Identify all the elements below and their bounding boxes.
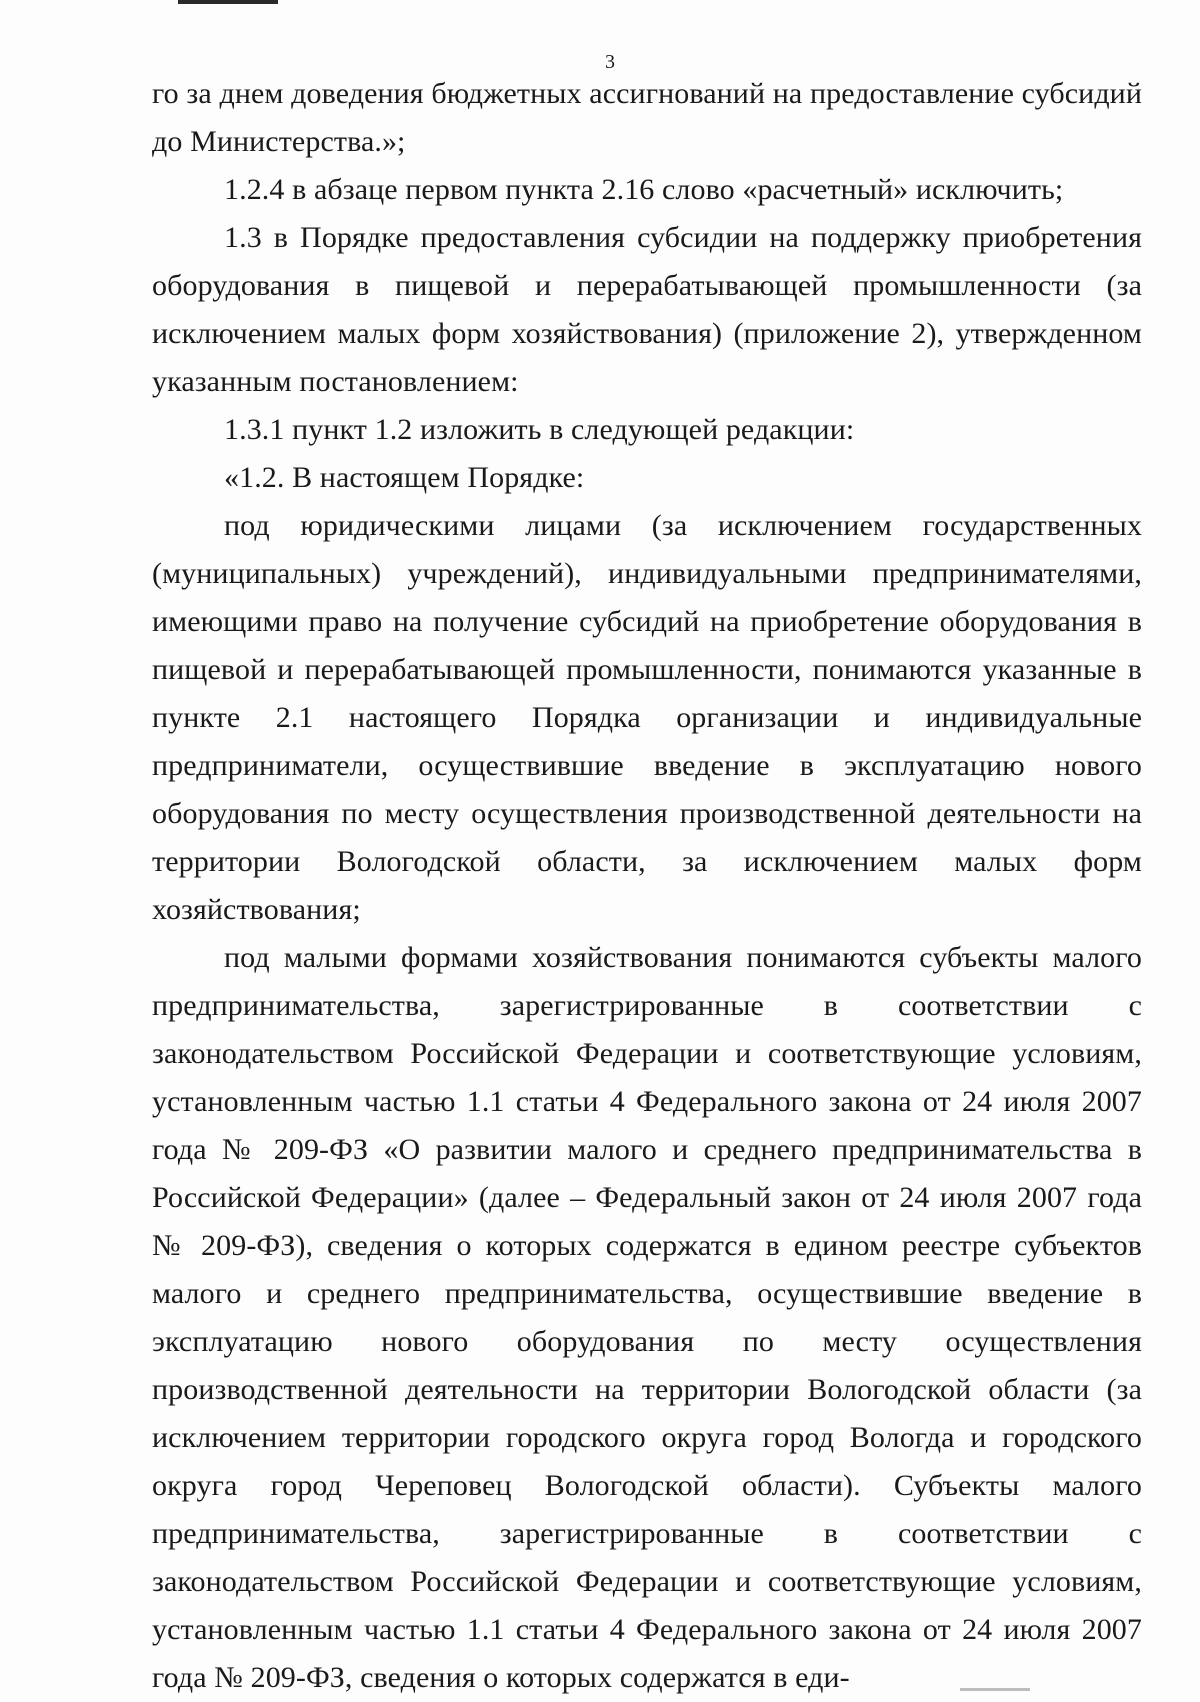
paragraph-1-3-1: 1.3.1 пункт 1.2 изложить в следующей редакции: — [224, 413, 855, 446]
page-number: 3 — [605, 51, 615, 73]
paragraph-small-business-definition: под малыми формами хозяйствования понимаются субъекты малого предпринимательства, зарегистрированные в соответствии с законодательством Российской Федерации и соответствующие условиям, установленным частью 1.1 статьи 4 Федерального закона от 24 июля 2007 года № 209-ФЗ «О развитии малого и среднего предпринимательства в Российской Федерации» (далее – Федеральный закон от 24 июля 2007 года № 209-ФЗ), сведения о которых содержатся в едином реестре субъектов малого и среднего предпринимательства, осуществившие введение в эксплуатацию нового оборудования по месту осуществления производственной деятельности на территории Вологодской области (за исключением территории городского округа город Вологда и городского округа город Череповец Вологодской области). Субъекты малого предпринимательства, зарегистрированные в соответствии с законодательством Российской Федерации и соответствующие условиям, установленным частью 1.1 статьи 4 Федерального закона от 24 июля 2007 года № 209-ФЗ, сведения о которых содержатся в еди- — [152, 941, 1142, 1694]
paragraph-1-2-quote: «1.2. В настоящем Порядке: — [224, 461, 585, 494]
paragraph-1-3: 1.3 в Порядке предоставления субсидии на поддержку приобретения оборудования в пищевой и перерабатывающей промышленности (за исключением малых форм хозяйствования) (приложение 2), утвержденном указанным постановлением: — [152, 221, 1142, 398]
paragraph-1-2-4: 1.2.4 в абзаце первом пункта 2.16 слово «расчетный» исключить; — [224, 173, 1064, 206]
paragraph-legal-entities-definition: под юридическими лицами (за исключением государственных (муниципальных) учреждений), индивидуальными предпринимателями, имеющими право на получение субсидий на приобретение оборудования в пищевой и перерабатывающей промышленности, понимаются указанные в пункте 2.1 настоящего Порядка организации и индивидуальные предприниматели, осуществившие введение в эксплуатацию нового оборудования по месту осуществления производственной деятельности на территории Вологодской области, за исключением малых форм хозяйствования; — [152, 509, 1142, 926]
paragraph-continuation: го за днем доведения бюджетных ассигнований на предоставление субсидий до Министерства.»; — [152, 77, 1142, 158]
document-body — [152, 70, 1142, 1702]
scan-artifact-top — [178, 0, 278, 4]
scan-artifact-bottom — [960, 1688, 1030, 1691]
